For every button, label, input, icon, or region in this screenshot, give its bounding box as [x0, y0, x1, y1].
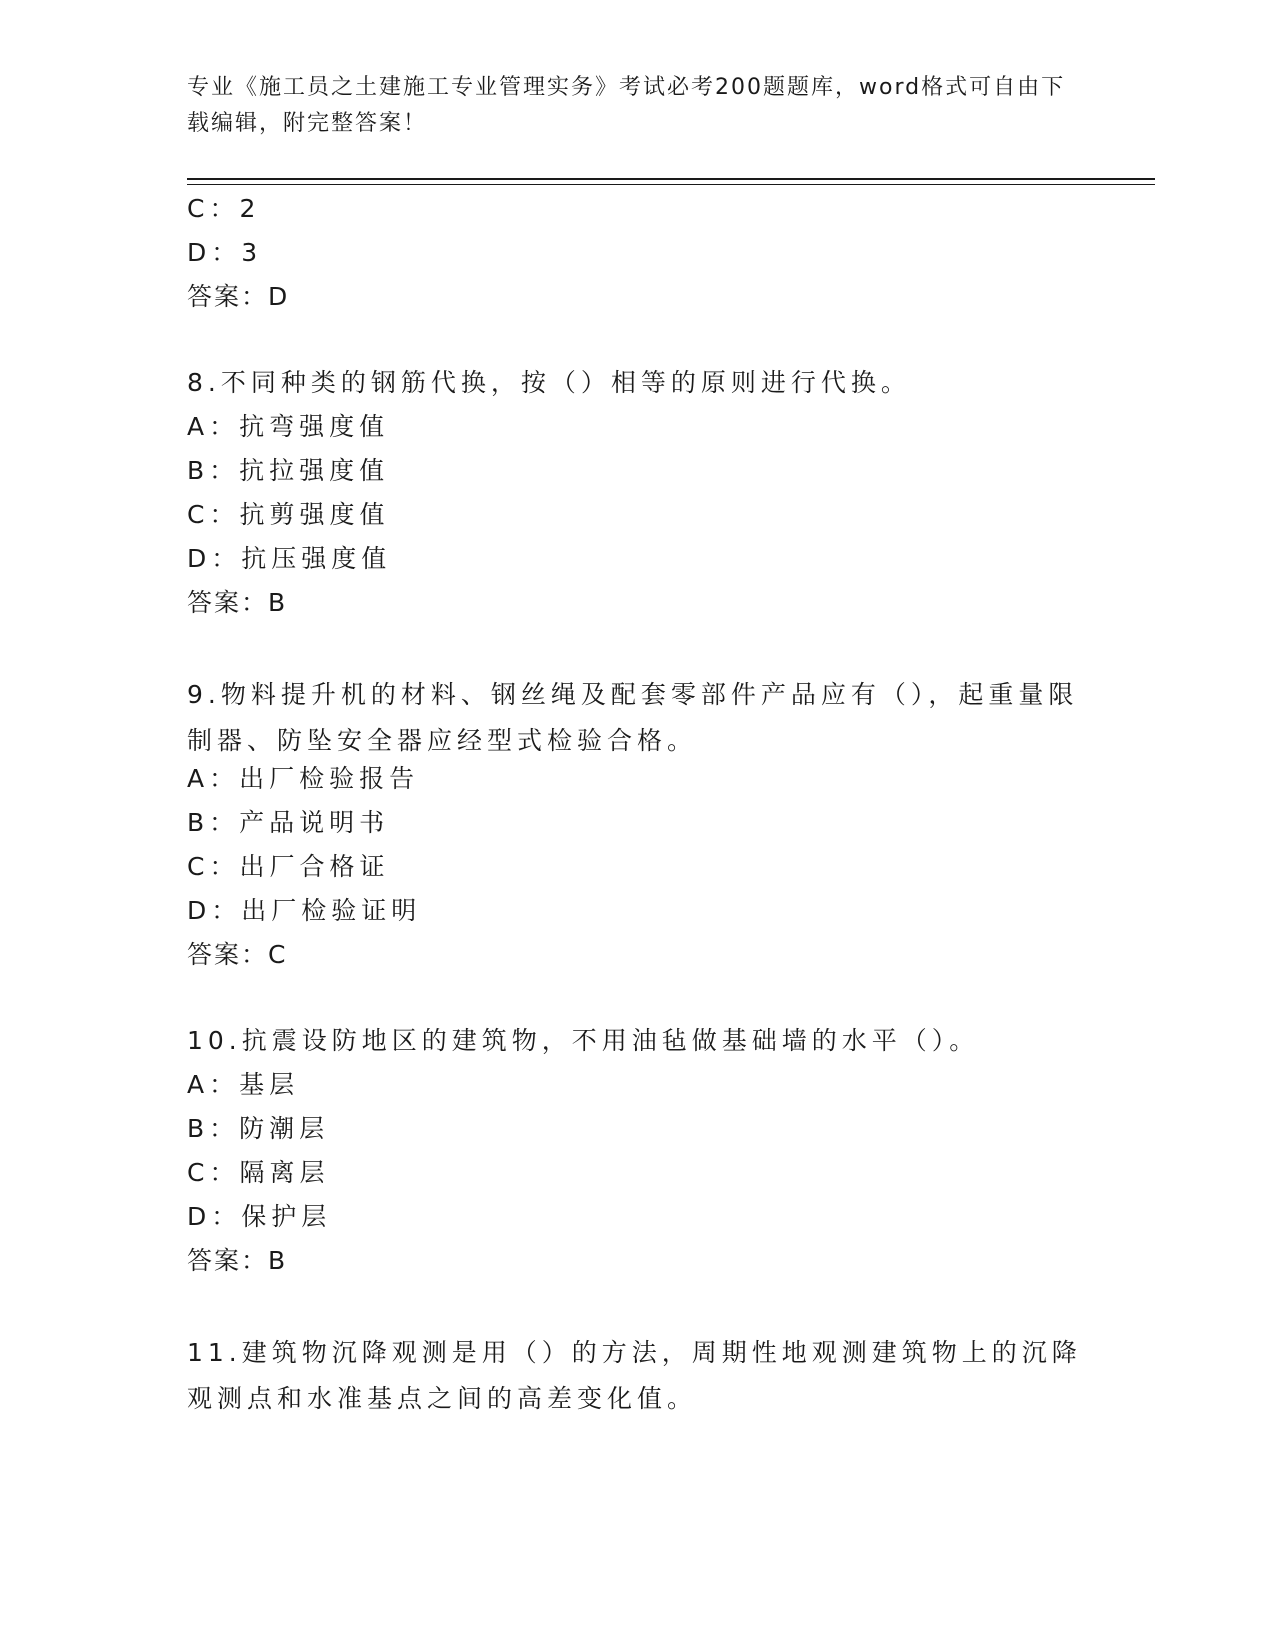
answer-line: 答案：C	[187, 940, 288, 969]
document-header: 专业《施工员之土建施工专业管理实务》考试必考200题题库，word格式可自由下载编辑，附完整答案！	[187, 75, 1066, 136]
option-a: A：抗弯强度值	[187, 412, 390, 441]
option-c: C：出厂合格证	[187, 852, 390, 881]
question-stem: 11.建筑物沉降观测是用（）的方法，周期性地观测建筑物上的沉降观测点和水准基点之间的高差变化值。	[187, 1338, 1082, 1413]
option-d: D：3	[187, 238, 263, 267]
answer-line: 答案：B	[187, 1246, 288, 1275]
header-divider-thick	[187, 178, 1155, 180]
question-stem: 10.抗震设防地区的建筑物，不用油毡做基础墙的水平（）。	[187, 1026, 980, 1055]
option-c: C：2	[187, 194, 261, 223]
option-c: C：隔离层	[187, 1158, 330, 1187]
option-b: B：防潮层	[187, 1114, 330, 1143]
answer-line: 答案：D	[187, 282, 290, 311]
option-b: B：抗拉强度值	[187, 456, 390, 485]
option-d: D：出厂检验证明	[187, 896, 422, 925]
option-c: C：抗剪强度值	[187, 500, 390, 529]
option-a: A：基层	[187, 1070, 300, 1099]
answer-line: 答案：B	[187, 588, 288, 617]
question-stem: 8.不同种类的钢筋代换，按（）相等的原则进行代换。	[187, 368, 911, 397]
option-b: B：产品说明书	[187, 808, 390, 837]
header-divider-thin	[187, 184, 1155, 185]
question-stem: 9.物料提升机的材料、钢丝绳及配套零部件产品应有（），起重量限制器、防坠安全器应经型式检验合格。	[187, 680, 1079, 755]
option-a: A：出厂检验报告	[187, 764, 420, 793]
option-d: D：保护层	[187, 1202, 332, 1231]
option-d: D：抗压强度值	[187, 544, 392, 573]
